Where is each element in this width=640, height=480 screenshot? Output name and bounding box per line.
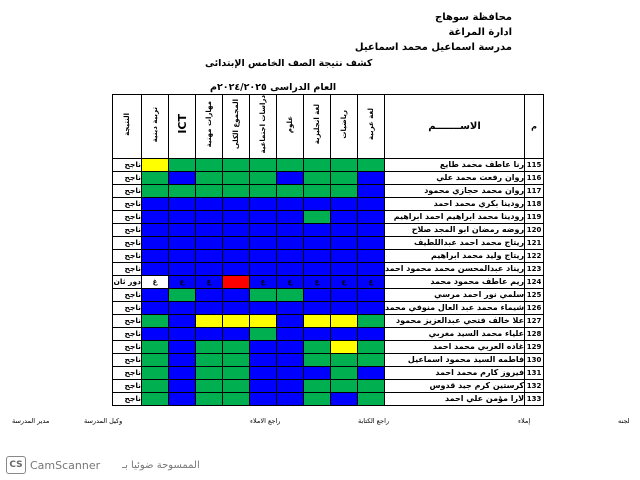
row-number: 117 bbox=[525, 184, 544, 197]
grade-cell bbox=[358, 184, 385, 197]
result-cell: ناجح bbox=[113, 301, 142, 314]
grade-cell bbox=[250, 236, 277, 249]
sig-committee: لجنه bbox=[618, 417, 630, 425]
grade-cell bbox=[277, 184, 304, 197]
grade-cell bbox=[277, 314, 304, 327]
result-cell: ناجح bbox=[113, 249, 142, 262]
result-cell: ناجح bbox=[113, 158, 142, 171]
grade-cell bbox=[250, 171, 277, 184]
grade-cell bbox=[142, 366, 169, 379]
student-name: رنا عاطف محمد طايع bbox=[385, 158, 525, 171]
col-vocational-header: مهارات مهنية bbox=[196, 95, 223, 159]
grade-cell bbox=[223, 223, 250, 236]
result-cell: ناجح bbox=[113, 392, 142, 405]
grade-cell bbox=[304, 392, 331, 405]
grade-cell bbox=[277, 210, 304, 223]
grade-cell bbox=[358, 236, 385, 249]
col-religion-header: تربية دينية bbox=[142, 95, 169, 159]
student-name: ريناد عبدالمحسن محمد محمود احمد bbox=[385, 264, 525, 274]
result-cell: ناجح bbox=[113, 236, 142, 249]
table-row bbox=[113, 366, 544, 379]
grade-cell bbox=[250, 184, 277, 197]
grade-cell: غ bbox=[331, 275, 358, 288]
grade-cell: غ bbox=[358, 275, 385, 288]
student-name: كرستين كرم جيد قدوس bbox=[385, 379, 525, 392]
grade-cell bbox=[250, 366, 277, 379]
grade-cell bbox=[142, 288, 169, 301]
grade-cell bbox=[358, 262, 385, 275]
grade-cell bbox=[196, 366, 223, 379]
grade-cell bbox=[142, 210, 169, 223]
grade-cell bbox=[250, 379, 277, 392]
row-number: 133 bbox=[525, 392, 544, 405]
student-name: ريتاج وليد محمد ابراهيم bbox=[385, 249, 525, 262]
row-number: 129 bbox=[525, 340, 544, 353]
grade-cell: غ bbox=[169, 275, 196, 288]
grade-cell bbox=[223, 288, 250, 301]
result-cell: ناجح bbox=[113, 340, 142, 353]
watermark-brand: CamScanner bbox=[30, 458, 101, 472]
grade-cell bbox=[196, 210, 223, 223]
student-name: ريم عاطف محمود محمد bbox=[385, 275, 525, 288]
grade-cell bbox=[196, 392, 223, 405]
student-name: علا خالف فتحي عبدالعزيز محمود bbox=[385, 314, 525, 327]
grade-cell bbox=[304, 379, 331, 392]
result-cell: ناجح bbox=[113, 210, 142, 223]
grade-cell bbox=[358, 366, 385, 379]
grade-cell bbox=[277, 327, 304, 340]
grade-cell bbox=[331, 392, 358, 405]
grade-cell bbox=[169, 171, 196, 184]
table-row bbox=[113, 353, 544, 366]
result-cell: دور ثان bbox=[113, 277, 141, 287]
result-cell: ناجح bbox=[113, 184, 142, 197]
sheet-title: كشف نتيجة الصف الخامس الإبتدائى bbox=[205, 58, 373, 69]
col-name-header: الاســـــــم bbox=[385, 95, 525, 159]
student-name: روان رفعت محمد علي bbox=[385, 171, 525, 184]
grade-cell bbox=[142, 223, 169, 236]
result-cell: ناجح bbox=[113, 327, 142, 340]
grade-cell: غ bbox=[142, 275, 169, 288]
grade-cell bbox=[304, 236, 331, 249]
grade-cell bbox=[142, 184, 169, 197]
grade-cell bbox=[277, 262, 304, 275]
grade-cell bbox=[223, 366, 250, 379]
grade-cell bbox=[277, 366, 304, 379]
grade-cell bbox=[169, 197, 196, 210]
grade-cell bbox=[223, 340, 250, 353]
grade-cell bbox=[223, 197, 250, 210]
result-cell: ناجح bbox=[113, 223, 142, 236]
grade-cell bbox=[169, 288, 196, 301]
student-name: روضه رمضان ابو المجد صلاح bbox=[385, 223, 525, 236]
grade-cell bbox=[169, 301, 196, 314]
row-number: 115 bbox=[525, 158, 544, 171]
grade-cell bbox=[358, 223, 385, 236]
table-row bbox=[113, 327, 544, 340]
grade-cell bbox=[169, 184, 196, 197]
grade-cell bbox=[142, 314, 169, 327]
col-number-header: م bbox=[525, 95, 544, 159]
grade-cell bbox=[250, 353, 277, 366]
grade-cell bbox=[223, 171, 250, 184]
grade-cell bbox=[331, 288, 358, 301]
grade-cell bbox=[304, 171, 331, 184]
result-cell: ناجح bbox=[113, 171, 142, 184]
grade-cell bbox=[169, 249, 196, 262]
grade-cell bbox=[277, 288, 304, 301]
grade-cell: غ bbox=[196, 275, 223, 288]
grade-cell bbox=[277, 340, 304, 353]
grade-cell bbox=[250, 288, 277, 301]
grade-cell bbox=[142, 171, 169, 184]
grade-cell bbox=[169, 158, 196, 171]
grade-cell bbox=[331, 158, 358, 171]
grade-cell bbox=[304, 314, 331, 327]
grade-cell bbox=[196, 197, 223, 210]
grade-cell bbox=[169, 210, 196, 223]
table-row bbox=[113, 288, 544, 301]
row-number: 125 bbox=[525, 288, 544, 301]
table-row bbox=[113, 379, 544, 392]
row-number: 131 bbox=[525, 366, 544, 379]
student-name: غاده العربي محمد احمد bbox=[385, 340, 525, 353]
grade-cell bbox=[331, 314, 358, 327]
grade-cell bbox=[358, 353, 385, 366]
student-name: علياء محمد السيد مغربي bbox=[385, 327, 525, 340]
grade-cell bbox=[304, 340, 331, 353]
grade-cell bbox=[223, 249, 250, 262]
grade-cell bbox=[250, 262, 277, 275]
grade-cell bbox=[169, 353, 196, 366]
grade-cell bbox=[169, 340, 196, 353]
col-science-header: علوم bbox=[277, 95, 304, 159]
grade-cell bbox=[331, 379, 358, 392]
table-body bbox=[113, 158, 544, 405]
grade-cell bbox=[142, 158, 169, 171]
table-row bbox=[113, 184, 544, 197]
table-header-row bbox=[113, 95, 544, 159]
grade-cell bbox=[277, 392, 304, 405]
grade-cell bbox=[277, 301, 304, 314]
grade-cell bbox=[304, 327, 331, 340]
grade-cell bbox=[304, 366, 331, 379]
grade-cell bbox=[196, 262, 223, 275]
grade-cell bbox=[358, 249, 385, 262]
grade-cell bbox=[169, 223, 196, 236]
grade-cell bbox=[169, 236, 196, 249]
grade-cell bbox=[169, 392, 196, 405]
sig-dictation-review: راجع الاملاء bbox=[250, 417, 281, 425]
grade-cell bbox=[142, 262, 169, 275]
grade-cell bbox=[331, 340, 358, 353]
result-cell: ناجح bbox=[113, 314, 142, 327]
row-number: 128 bbox=[525, 327, 544, 340]
grade-cell bbox=[358, 314, 385, 327]
result-cell: ناجح bbox=[113, 353, 142, 366]
grade-cell bbox=[250, 223, 277, 236]
row-number: 120 bbox=[525, 223, 544, 236]
row-number: 123 bbox=[525, 262, 544, 275]
grade-cell bbox=[358, 327, 385, 340]
grade-cell bbox=[142, 392, 169, 405]
results-table bbox=[112, 94, 544, 406]
grade-cell bbox=[331, 353, 358, 366]
student-name: رودينا محمد ابراهيم احمد ابراهيم bbox=[385, 210, 525, 223]
grade-cell bbox=[358, 210, 385, 223]
student-name: سلمي نور احمد مرسي bbox=[385, 288, 525, 301]
grade-cell bbox=[142, 301, 169, 314]
grade-cell bbox=[304, 158, 331, 171]
col-arabic-header: لغة عربية bbox=[358, 95, 385, 159]
grade-cell bbox=[331, 262, 358, 275]
result-cell: ناجح bbox=[113, 288, 142, 301]
grade-cell bbox=[196, 301, 223, 314]
grade-cell bbox=[196, 327, 223, 340]
grade-cell bbox=[223, 275, 250, 288]
student-name: لارا مؤمن علي احمد bbox=[385, 392, 525, 405]
grade-cell bbox=[196, 353, 223, 366]
sig-dictation: إملاء bbox=[518, 417, 531, 425]
grade-cell: غ bbox=[277, 275, 304, 288]
row-number: 121 bbox=[525, 236, 544, 249]
grade-cell bbox=[358, 340, 385, 353]
grade-cell: غ bbox=[304, 275, 331, 288]
grade-cell bbox=[331, 210, 358, 223]
row-number: 132 bbox=[525, 379, 544, 392]
grade-cell bbox=[331, 184, 358, 197]
grade-cell bbox=[223, 236, 250, 249]
row-number: 124 bbox=[525, 275, 544, 288]
grade-cell bbox=[196, 340, 223, 353]
student-name: فيروز كارم محمد احمد bbox=[385, 366, 525, 379]
student-name: رودينا بكري محمد احمد bbox=[385, 197, 525, 210]
grade-cell bbox=[358, 171, 385, 184]
table-row bbox=[113, 301, 544, 314]
grade-cell bbox=[142, 197, 169, 210]
grade-cell bbox=[331, 171, 358, 184]
grade-cell bbox=[223, 262, 250, 275]
grade-cell bbox=[223, 301, 250, 314]
grade-cell bbox=[223, 353, 250, 366]
grade-cell bbox=[304, 262, 331, 275]
grade-cell bbox=[223, 379, 250, 392]
grade-cell bbox=[331, 223, 358, 236]
grade-cell bbox=[196, 379, 223, 392]
grade-cell bbox=[223, 158, 250, 171]
grade-cell bbox=[169, 379, 196, 392]
sig-writing-review: راجع الكتابة bbox=[358, 417, 390, 425]
grade-cell bbox=[277, 197, 304, 210]
grade-cell bbox=[304, 223, 331, 236]
grade-cell bbox=[358, 288, 385, 301]
col-total-header: المجموع الكلى bbox=[223, 95, 250, 159]
grade-cell bbox=[250, 314, 277, 327]
grade-cell bbox=[250, 249, 277, 262]
governorate-title: محافظة سوهاج bbox=[435, 12, 512, 23]
grade-cell bbox=[196, 249, 223, 262]
result-cell: ناجح bbox=[113, 262, 142, 275]
col-ict-header: ICT bbox=[169, 95, 196, 159]
grade-cell bbox=[304, 288, 331, 301]
row-number: 118 bbox=[525, 197, 544, 210]
grade-cell bbox=[223, 184, 250, 197]
sig-principal: مدير المدرسة bbox=[12, 417, 50, 425]
grade-cell bbox=[277, 249, 304, 262]
table-row bbox=[113, 392, 544, 405]
grade-cell bbox=[277, 171, 304, 184]
table-row bbox=[113, 210, 544, 223]
grade-cell bbox=[169, 366, 196, 379]
grade-cell bbox=[358, 301, 385, 314]
grade-cell bbox=[331, 236, 358, 249]
grade-cell bbox=[142, 236, 169, 249]
grade-cell bbox=[142, 249, 169, 262]
table-row bbox=[113, 249, 544, 262]
watermark-arabic: الممسوحة ضوئيا بـ bbox=[122, 459, 200, 471]
grade-cell bbox=[196, 236, 223, 249]
grade-cell bbox=[250, 392, 277, 405]
grade-cell bbox=[169, 262, 196, 275]
grade-cell bbox=[304, 184, 331, 197]
grade-cell bbox=[250, 327, 277, 340]
table-row bbox=[113, 236, 544, 249]
grade-cell bbox=[277, 379, 304, 392]
grade-cell bbox=[250, 158, 277, 171]
grade-cell bbox=[196, 171, 223, 184]
col-result-header: النتيجة bbox=[113, 95, 142, 159]
grade-cell bbox=[331, 327, 358, 340]
grade-cell bbox=[331, 197, 358, 210]
col-social-header: دراسات اجتماعية bbox=[250, 95, 277, 159]
grade-cell bbox=[223, 327, 250, 340]
row-number: 116 bbox=[525, 171, 544, 184]
table-row bbox=[113, 223, 544, 236]
table-row bbox=[113, 340, 544, 353]
administration-title: ادارة المراغة bbox=[448, 27, 512, 38]
camscanner-logo-icon: CS bbox=[6, 456, 26, 474]
grade-cell bbox=[169, 314, 196, 327]
row-number: 130 bbox=[525, 353, 544, 366]
sig-vice-principal: وكيل المدرسة bbox=[84, 417, 123, 425]
result-cell: ناجح bbox=[113, 366, 142, 379]
grade-cell bbox=[304, 210, 331, 223]
grade-cell bbox=[196, 184, 223, 197]
grade-cell bbox=[358, 379, 385, 392]
col-english-header: لغة انجليزية bbox=[304, 95, 331, 159]
result-cell: ناجح bbox=[113, 379, 142, 392]
table-row bbox=[113, 171, 544, 184]
row-number: 126 bbox=[525, 301, 544, 314]
grade-cell bbox=[250, 340, 277, 353]
grade-cell bbox=[250, 197, 277, 210]
grade-cell bbox=[331, 249, 358, 262]
grade-cell bbox=[223, 210, 250, 223]
grade-cell bbox=[196, 288, 223, 301]
grade-cell bbox=[304, 249, 331, 262]
table-row bbox=[113, 262, 544, 275]
grade-cell bbox=[223, 392, 250, 405]
grade-cell bbox=[169, 327, 196, 340]
student-name: شيماء محمد عبد العال منوفي محمد bbox=[385, 303, 525, 313]
grade-cell bbox=[196, 314, 223, 327]
student-name: ريتاج محمد احمد عبداللطيف bbox=[385, 236, 525, 249]
school-title: مدرسة اسماعيل محمد اسماعيل bbox=[354, 42, 512, 53]
grade-cell bbox=[358, 392, 385, 405]
grade-cell bbox=[304, 197, 331, 210]
grade-cell bbox=[277, 158, 304, 171]
table-row bbox=[113, 197, 544, 210]
grade-cell bbox=[196, 158, 223, 171]
grade-cell bbox=[358, 197, 385, 210]
grade-cell bbox=[142, 327, 169, 340]
grade-cell bbox=[223, 314, 250, 327]
row-number: 127 bbox=[525, 314, 544, 327]
grade-cell bbox=[142, 340, 169, 353]
grade-cell bbox=[196, 223, 223, 236]
grade-cell bbox=[331, 301, 358, 314]
row-number: 122 bbox=[525, 249, 544, 262]
student-name: روان محمد حجازي محمود bbox=[385, 184, 525, 197]
grade-cell bbox=[304, 353, 331, 366]
grade-cell bbox=[250, 301, 277, 314]
table-row bbox=[113, 158, 544, 171]
grade-cell bbox=[142, 379, 169, 392]
table-row bbox=[113, 314, 544, 327]
grade-cell bbox=[277, 236, 304, 249]
grade-cell bbox=[358, 158, 385, 171]
grade-cell bbox=[142, 353, 169, 366]
table-row bbox=[113, 275, 544, 288]
grade-cell bbox=[277, 353, 304, 366]
academic-year: العام الدراسى ٢٠٢٤/٢٠٢٥م bbox=[210, 82, 337, 93]
result-cell: ناجح bbox=[113, 197, 142, 210]
grade-cell: غ bbox=[250, 275, 277, 288]
camscanner-watermark bbox=[6, 456, 200, 474]
grade-cell bbox=[331, 366, 358, 379]
grade-cell bbox=[277, 223, 304, 236]
col-math-header: رياضيات bbox=[331, 95, 358, 159]
grade-cell bbox=[250, 210, 277, 223]
grade-cell bbox=[304, 301, 331, 314]
row-number: 119 bbox=[525, 210, 544, 223]
student-name: فاطمه السيد محمود اسماعيل bbox=[385, 353, 525, 366]
